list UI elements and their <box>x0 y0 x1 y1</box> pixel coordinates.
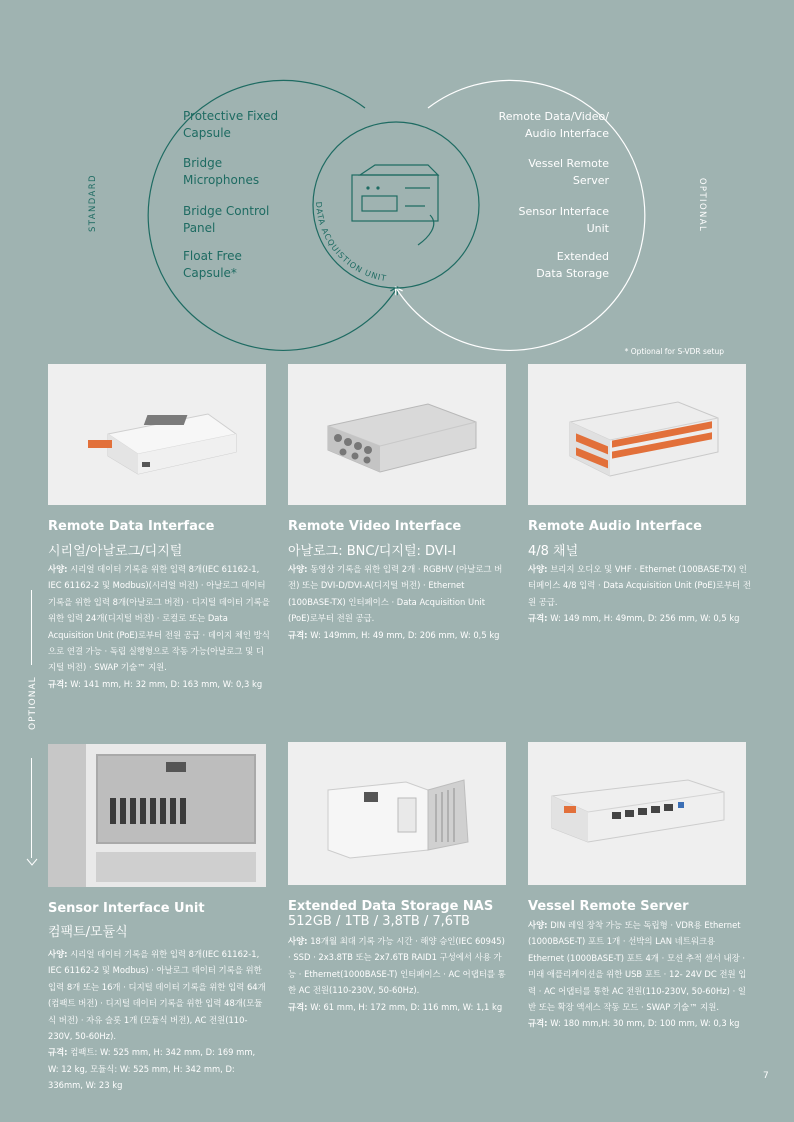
product-description-extended-data-storage-nas: 사양: 18개월 최대 기록 가능 시간 · 해양 승인(IEC 60945) · SSD · 2x3.8TB 또는 2x7.6TB RAID1 구성에서 사용 가능 · Ethernet(1000BASE-T) 인터페이스 · AC 어댑터를 통한 AC 전원(110-230V, 50-60Hz). 규격: W: 61 mm, H: 172 mm, D: 116 mm, W: 1,1 kg <box>288 936 506 1012</box>
product-description-remote-video-interface: 사양: 동영상 기록을 위한 입력 2개 · RGBHV (아날로그 버전) 또는 DVI-D/DVI-A(디지털 버전) · Ethernet (100BASE-TX) 인터페이스 · Data Acquisition Unit (PoE)로부터 전원 공급. 규격: W: 149mm, H: 49 mm, D: 206 mm, W: 0,5 kg <box>288 564 503 640</box>
product-subtitle-extended-data-storage-nas: 512GB / 1TB / 3,8TB / 7,6TB <box>288 914 470 929</box>
remote-data-interface-photo <box>48 364 266 505</box>
optional-label: OPTIONAL <box>697 177 707 233</box>
vessel-remote-server-photo <box>528 742 746 885</box>
product-title-remote-video-interface: Remote Video Interface <box>288 519 462 534</box>
product-description-remote-data-interface: 사양: 시리얼 데이터 기록을 위한 입력 8개(IEC 61162-1, IEC 61162-2 및 Modbus)(시리얼 버전) · 아날로그 데이터 기록을 위한 입력 8개(아날로그 버전) · 디지털 데이터 기록을 위한 입력 24개(디지털 버전) · 로컬로 또는 Data Acquisition Unit (PoE)로부터 전원 공급 · 데이지 체인 방식으로 연결 가능 · 독립 실행형으로 작동 가능(아날로그 및 디지털 버전) · SWAP 기술™ 지원. 규격: W: 141 mm, H: 32 mm, D: 163 mm, W: 0,3 kg <box>48 564 270 689</box>
standard-item-bridge-control-panel: Bridge Control Panel <box>183 204 270 235</box>
product-description-vessel-remote-server: 사양: DIN 레일 장착 가능 또는 독립형 · VDR용 Ethernet (1000BASE-T) 포트 1개 · 선박의 LAN 네트워크용 Ethernet (1000BASE-T) 포트 4개 · 모션 추적 센서 내장 · 미래 애플리케이션을 위한 USB 포트 · 12- 24V DC 전원 입력 · AC 어댑터를 통한 AC 전원(110-230V, 50-60Hz) · 일반 또는 확장 액세스 작동 모드 · SWAP 기술™ 지원. 규격: W: 180 mm,H: 30 mm, D: 100 mm, W: 0,3 kg <box>528 920 747 1029</box>
product-title-remote-data-interface: Remote Data Interface <box>48 519 215 534</box>
sensor-interface-unit-photo <box>48 744 266 887</box>
standard-item-bridge-microphones: Bridge Microphones <box>183 156 260 187</box>
standard-optional-diagram <box>0 0 794 360</box>
product-description-remote-audio-interface: 사양: 브리지 오디오 및 VHF · Ethernet (100BASE-TX) 인터페이스 4/8 입력 · Data Acquisition Unit (PoE)로부터 전원 공급. 규격: W: 149 mm, H: 49mm, D: 256 mm, W: 0,5 kg <box>528 564 751 624</box>
side-optional-label: OPTIONAL <box>28 676 38 730</box>
product-title-sensor-interface-unit: Sensor Interface Unit <box>48 901 205 916</box>
diagram-footnote: * Optional for S-VDR setup <box>624 347 724 356</box>
optional-item-remote-interface: Remote Data/Video/ Audio Interface <box>498 110 609 140</box>
product-subtitle-remote-data-interface: 시리얼/아날로그/디지털 <box>48 544 183 559</box>
dau-device-icon <box>352 165 438 245</box>
dau-circle <box>313 122 479 288</box>
product-description-sensor-interface-unit: 사양: 시리얼 데이터 기록을 위한 입력 8개(IEC 61162-1, IEC 61162-2 및 Modbus) · 아날로그 데이터 기록을 위한 입력 8개 또는 16개 · 디지털 데이터 기록을 위한 입력 64개(컴팩트 버전) · 디지털 데이터 기록을 위한 입력 48개(모듈식 버전) · 자유 슬롯 1개 (모듈식 버전), AC 전원(110-230V, 50-60Hz). 규격: 컴팩트: W: 525 mm, H: 342 mm, D: 169 mm, W: 12 kg, 모듈식: W: 525 mm, H: 342 mm, D: 336mm, W: 23 kg <box>48 949 266 1091</box>
page-number: 7 <box>763 1071 769 1081</box>
standard-item-float-free-capsule: Float Free Capsule* <box>183 249 242 280</box>
remote-audio-interface-photo <box>528 364 746 505</box>
side-optional-divider <box>31 590 32 665</box>
product-title-vessel-remote-server: Vessel Remote Server <box>528 899 689 914</box>
side-optional-divider-lower <box>31 758 32 858</box>
down-arrow-icon <box>26 855 38 867</box>
product-subtitle-remote-video-interface: 아날로그: BNC/디지털: DVI-I <box>288 544 457 559</box>
standard-label: STANDARD <box>88 174 98 232</box>
product-title-extended-data-storage-nas: Extended Data Storage NAS <box>288 899 494 914</box>
product-subtitle-sensor-interface-unit: 컴팩트/모듈식 <box>48 925 128 940</box>
optional-item-sensor-interface-unit: Sensor Interface Unit <box>518 205 609 235</box>
product-title-remote-audio-interface: Remote Audio Interface <box>528 519 702 534</box>
extended-data-storage-photo <box>288 742 506 885</box>
standard-item-protective-fixed-capsule: Protective Fixed Capsule <box>183 109 279 140</box>
optional-item-vessel-remote-server: Vessel Remote Server <box>528 157 609 187</box>
product-subtitle-remote-audio-interface: 4/8 채널 <box>528 544 579 559</box>
remote-video-interface-photo <box>288 364 506 505</box>
dau-label: DATA ACQUISTION UNIT <box>313 201 388 284</box>
optional-item-extended-data-storage: Extended Data Storage <box>536 250 609 280</box>
